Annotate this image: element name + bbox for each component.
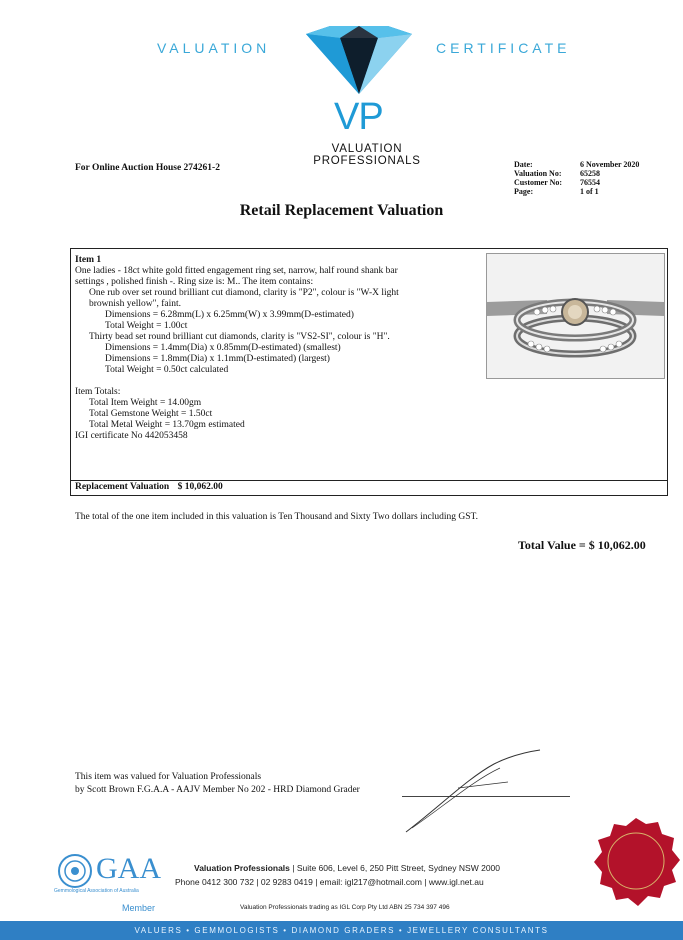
meta-labels bbox=[514, 160, 562, 196]
item-heading: Item 1 bbox=[75, 255, 102, 265]
page-title: Retail Replacement Valuation bbox=[239, 202, 444, 219]
header-certificate-word: CERTIFICATE bbox=[436, 40, 571, 56]
logo-line-professionals: PROFESSIONALS bbox=[313, 155, 421, 167]
summary-text: The total of the one item included in this valuation is Ten Thousand and Sixty Two dollars including GST. bbox=[75, 512, 478, 522]
meta-label-page: Page: bbox=[514, 187, 534, 196]
item-line: Dimensions = 6.28mm(L) x 6.25mm(W) x 3.99mm(D-estimated) bbox=[105, 310, 354, 320]
item-totals-heading: Item Totals: bbox=[75, 387, 121, 397]
meta-label-valuation-no: Valuation No: bbox=[514, 169, 562, 178]
client-line: For Online Auction House 274261-2 bbox=[75, 163, 220, 173]
meta-label-date: Date: bbox=[514, 160, 533, 169]
item-details bbox=[75, 255, 481, 442]
signature-line-1: This item was valued for Valuation Professionals bbox=[75, 772, 262, 782]
item-line: brownish yellow", faint. bbox=[89, 299, 182, 309]
item-total-line: Total Gemstone Weight = 1.50ct bbox=[89, 409, 213, 419]
igi-certificate: IGI certificate No 442053458 bbox=[75, 431, 188, 441]
meta-value-customer-no: 76554 bbox=[580, 178, 600, 187]
footer-trading: Valuation Professionals trading as IGL Corp Pty Ltd ABN 25 734 397 496 bbox=[240, 904, 450, 911]
item-line: Total Weight = 0.50ct calculated bbox=[105, 365, 229, 375]
logo-vp-letters: VP bbox=[334, 96, 383, 138]
item-total-line: Total Metal Weight = 13.70gm estimated bbox=[89, 420, 245, 430]
item-line: Dimensions = 1.8mm(Dia) x 1.1mm(D-estimated) (largest) bbox=[105, 354, 330, 364]
header-valuation-word: VALUATION bbox=[157, 40, 271, 56]
meta-values bbox=[580, 160, 639, 196]
gaa-letters: GAA bbox=[96, 852, 161, 885]
item-line: Thirty bead set round brilliant cut diamonds, clarity is "VS2-SI", colour is "H". bbox=[89, 332, 390, 342]
signature-scribble-icon bbox=[398, 748, 548, 838]
item-line: One rub over set round brilliant cut diamond, clarity is "P2", colour is "W-X light bbox=[89, 288, 399, 298]
item-line: One ladies - 18ct white gold fitted engagement ring set, narrow, half round shank bar bbox=[75, 266, 398, 276]
replacement-divider bbox=[71, 480, 667, 481]
logo-line-valuation: VALUATION bbox=[331, 143, 403, 155]
total-value: Total Value = $ 10,062.00 bbox=[518, 538, 646, 552]
item-line: settings , polished finish -. Ring size is: M.. The item contains: bbox=[75, 277, 314, 287]
replacement-value: $ 10,062.00 bbox=[177, 482, 223, 492]
gaa-member: Member bbox=[122, 903, 156, 913]
gaa-emblem-icon bbox=[57, 853, 93, 889]
item-total-line: Total Item Weight = 14.00gm bbox=[89, 398, 202, 408]
footer-contact: Phone 0412 300 732 | 02 9283 0419 | email: igl217@hotmail.com | www.igl.net.au bbox=[175, 877, 484, 887]
ring-photo bbox=[486, 253, 665, 379]
meta-value-date: 6 November 2020 bbox=[580, 160, 640, 169]
footer-address-text: | Suite 606, Level 6, 250 Pitt Street, Sydney NSW 2000 bbox=[289, 863, 500, 873]
footer-address bbox=[194, 863, 500, 873]
signature-line-2: by Scott Brown F.G.A.A - AAJV Member No 202 - HRD Diamond Grader bbox=[75, 785, 360, 795]
meta-value-page: 1 of 1 bbox=[580, 187, 599, 196]
gaa-caption: Gemmological Association of Australia bbox=[54, 888, 139, 894]
diamond-logo-icon bbox=[300, 24, 418, 96]
meta-label-customer-no: Customer No: bbox=[514, 178, 563, 187]
meta-value-valuation-no: 65258 bbox=[580, 169, 600, 178]
replacement-label: Replacement Valuation bbox=[75, 482, 170, 492]
footer-band: VALUERS • GEMMOLOGISTS • DIAMOND GRADERS • JEWELLERY CONSULTANTS bbox=[0, 921, 683, 940]
item-line: Total Weight = 1.00ct bbox=[105, 321, 188, 331]
footer-company: Valuation Professionals bbox=[194, 863, 290, 873]
item-line: Dimensions = 1.4mm(Dia) x 0.85mm(D-estimated) (smallest) bbox=[105, 343, 341, 353]
red-seal-icon bbox=[590, 816, 683, 908]
ring-image-icon bbox=[487, 254, 664, 378]
replacement-valuation bbox=[75, 482, 223, 492]
